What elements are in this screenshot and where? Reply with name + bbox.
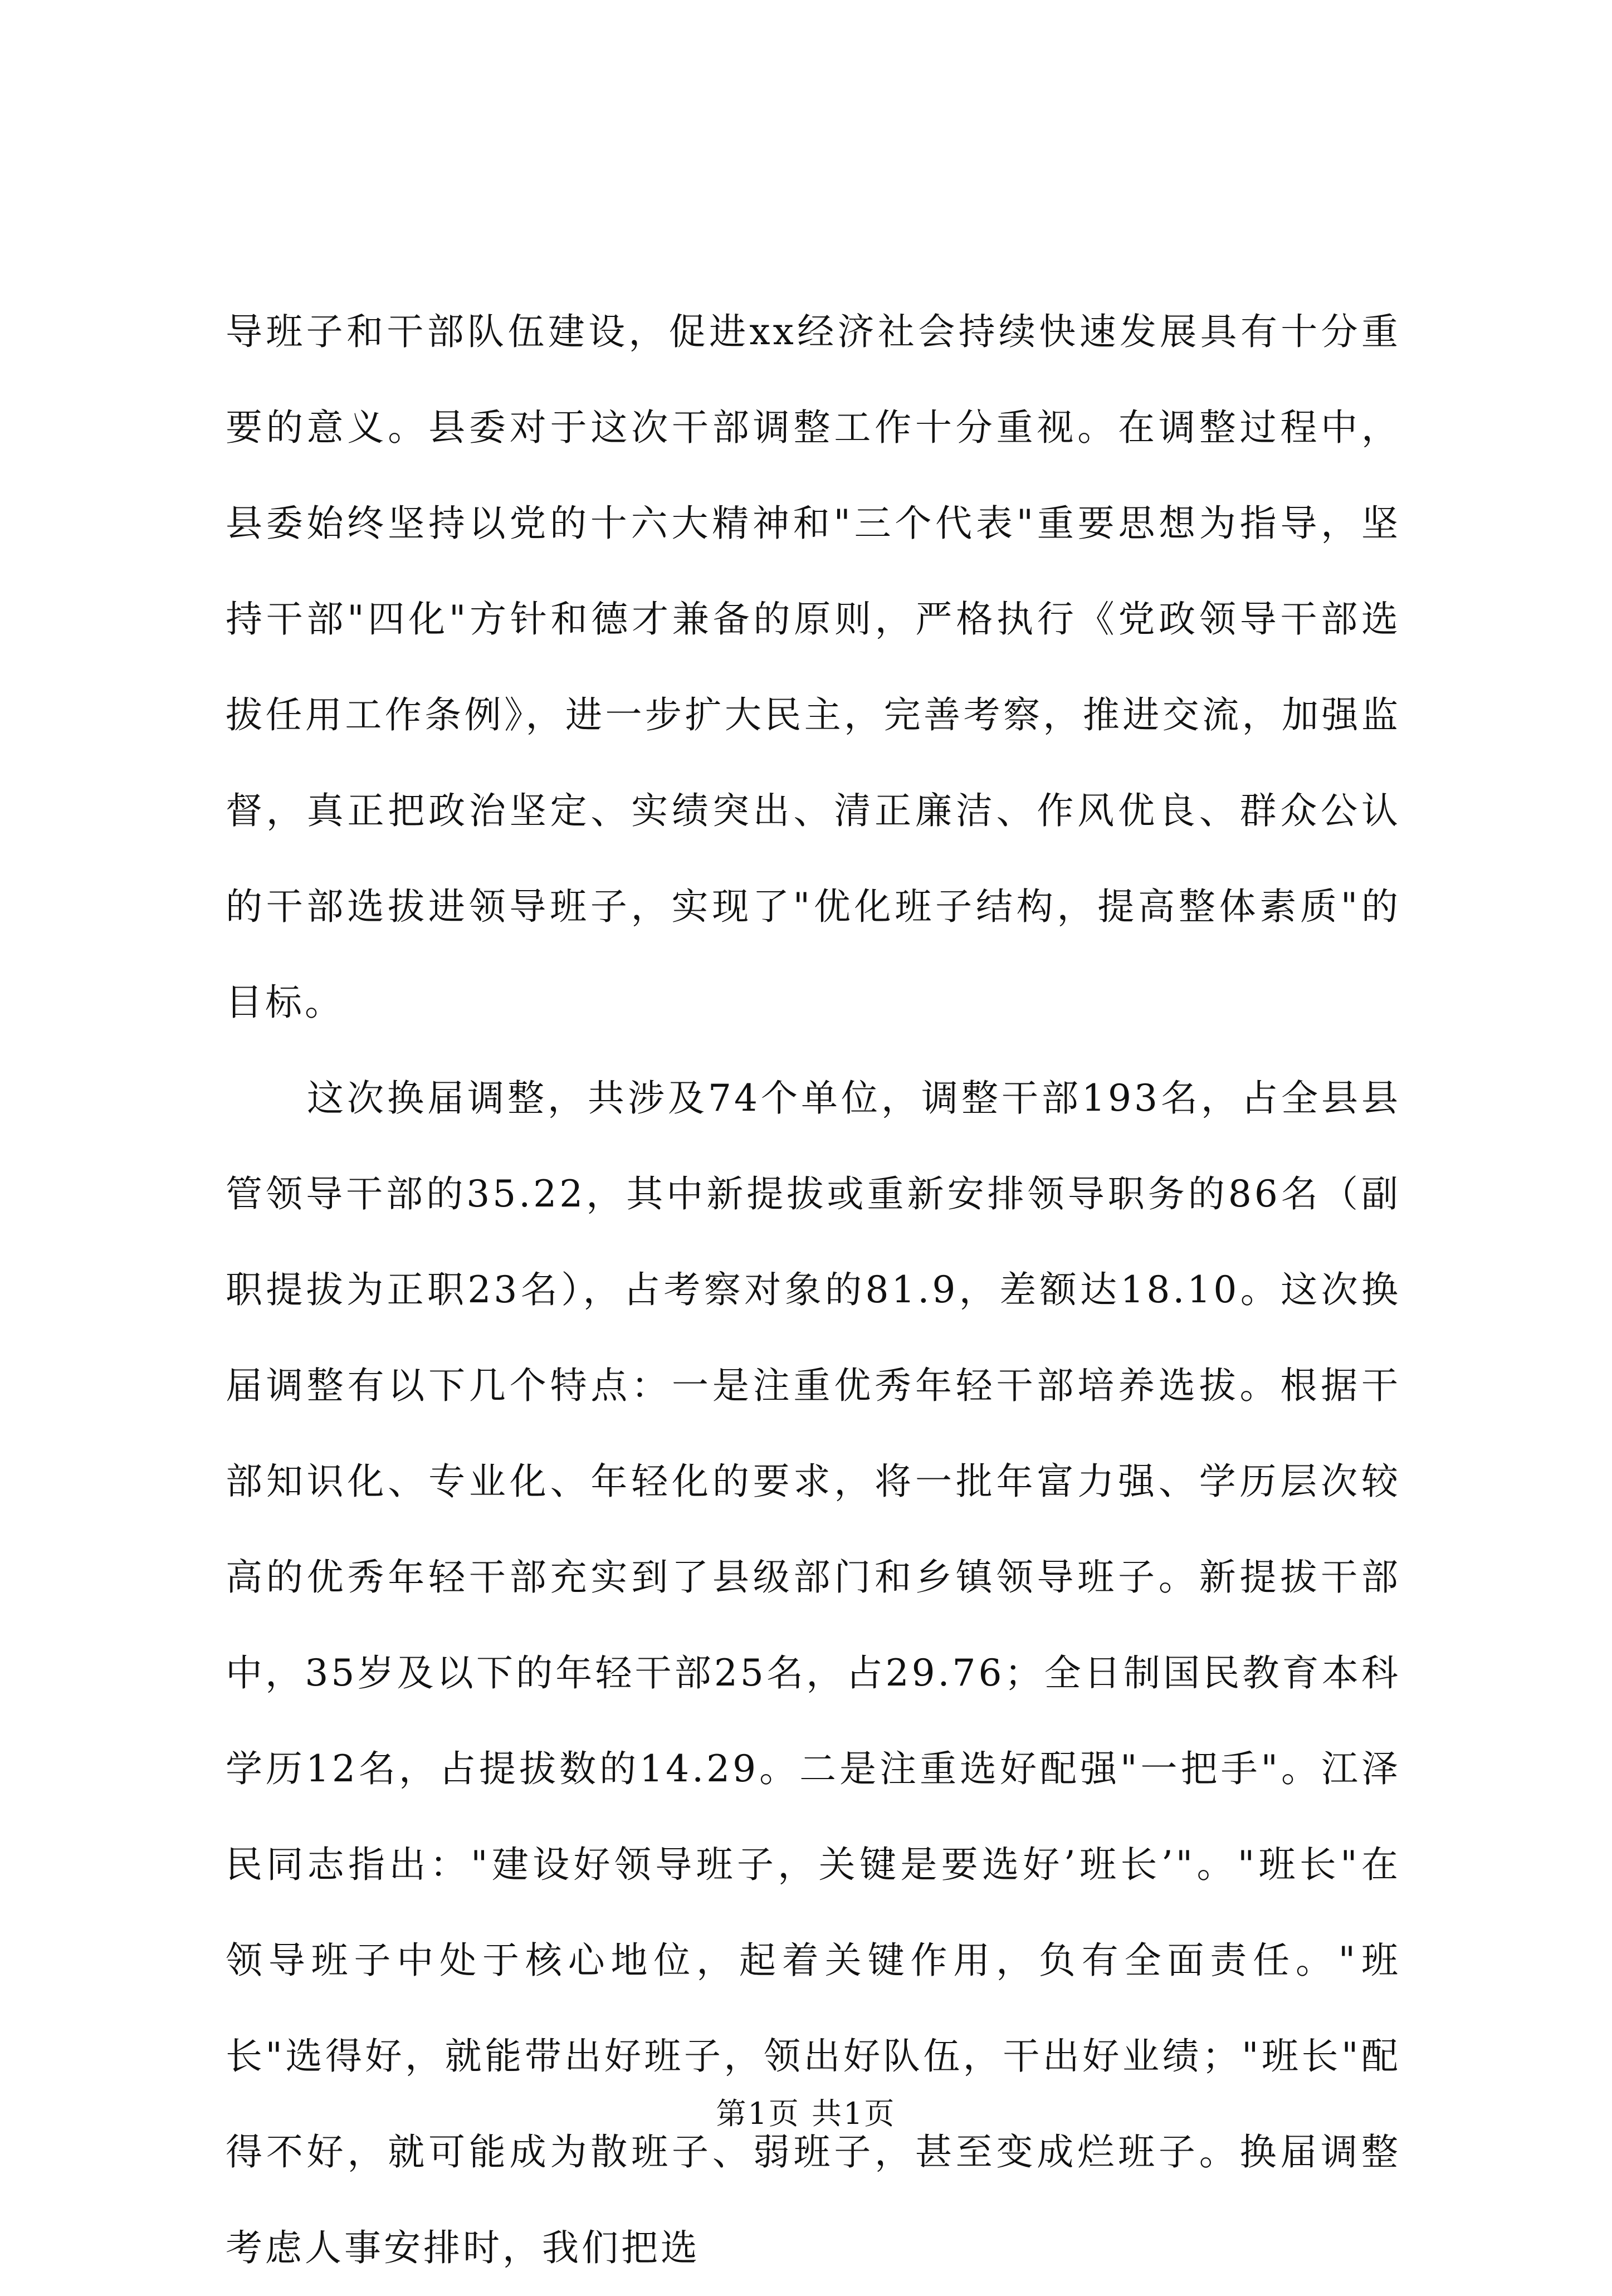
document-body [226,284,1401,2296]
paragraph-continuation: 导班子和干部队伍建设，促进xx经济社会持续快速发展具有十分重要的意义。县委对于这次干部调整工作十分重视。在调整过程中，县委始终坚持以党的十六大精神和"三个代表"重要思想为指导，坚持干部"四化"方针和德才兼备的原则，严格执行《党政领导干部选拔任用工作条例》，进一步扩大民主，完善考察，推进交流，加强监督，真正把政治坚定、实绩突出、清正廉洁、作风优良、群众公认的干部选拔进领导班子，实现了"优化班子结构，提高整体素质"的目标。 [226,310,1401,1024]
paragraph-reshuffle-summary: 这次换届调整，共涉及74个单位，调整干部193名，占全县县管领导干部的35.22，其中新提拔或重新安排领导职务的86名（副职提拔为正职23名），占考察对象的81.9，差额达18.10。这次换届调整有以下几个特点：一是注重优秀年轻干部培养选拔。根据干部知识化、专业化、年轻化的要求，将一批年富力强、学历层次较高的优秀年轻干部充实到了县级部门和乡镇领导班子。新提拔干部中，35岁及以下的年轻干部25名，占29.76；全日制国民教育本科学历12名，占提拔数的14.29。二是注重选好配强"一把手"。江泽民同志指出："建设好领导班子，关键是要选好’班长’"。"班长"在领导班子中处于核心地位，起着关键作用，负有全面责任。"班长"选得好，就能带出好班子，领出好队伍，干出好业绩；"班长"配得不好，就可能成为散班子、弱班子，甚至变成烂班子。换届调整考虑人事安排时，我们把选 [226,1077,1401,2269]
page-footer: 第1页 共1页 [716,2096,896,2131]
